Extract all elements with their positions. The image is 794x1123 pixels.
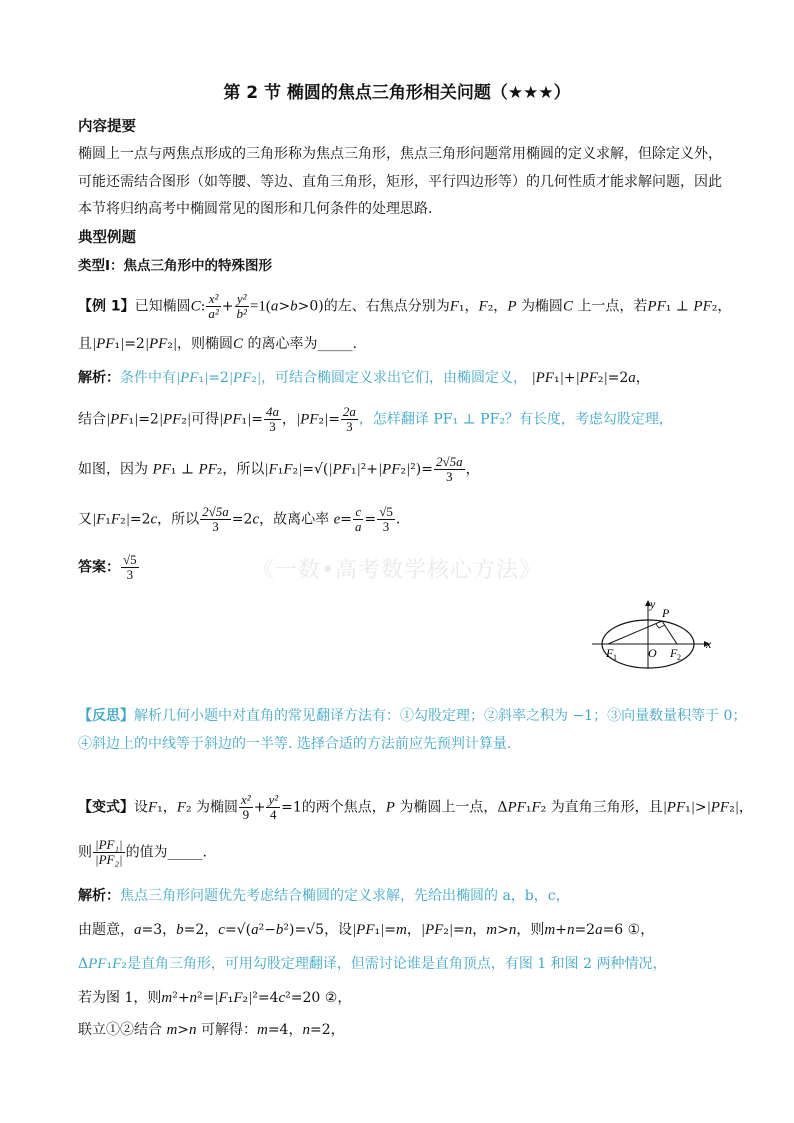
- figure-label-f1-sub: 1: [613, 653, 617, 662]
- intro-line-3: 本节将归纳高考中椭圆常见的图形和几何条件的处理思路.: [78, 201, 433, 217]
- type-heading: 类型Ⅰ：焦点三角形中的特殊图形: [78, 258, 273, 274]
- ellipse-figure: [586, 596, 716, 672]
- reflection-line-1: 【反思】解析几何小题中对直角的常见翻译方法有：①勾股定理；②斜率之积为 −1；③向量数量积等于 0；: [78, 708, 747, 724]
- figure-label-f2: F: [670, 646, 678, 660]
- section-heading-examples: 典型例题: [78, 230, 136, 246]
- figure-label-y: y: [650, 597, 656, 611]
- intro-line-2: 可能还需结合图形（如等腰、等边、直角三角形，矩形，平行四边形等）的几何性质才能求解问题，因此: [78, 174, 722, 190]
- solution-line-3: 如图，因为 PF₁ ⊥ PF₂，所以|F₁F₂|=√(|PF₁|²+|PF₂|²)= $\frac{2√5a}{3}$ ，: [78, 454, 480, 484]
- solution2-line-2: 由题意，a=3，b=2，c=√(a²−b²)=√5，设|PF₁|=m，|PF₂|=n，m>n，则m+n=2a=6 ①，: [78, 922, 655, 938]
- watermark: 《一数•高考数学核心方法》: [252, 558, 542, 583]
- answer-line: 答案： $\frac{√5}{3}$: [78, 552, 137, 582]
- solution-line-2: 结合|PF₁|=2|PF₂|可得|PF₁|= $\frac{4a}{3}$ ，|PF₂|= $\frac{2a}{3}$ ，怎样翻译 PF₁ ⊥ PF₂？有长度，考虑勾股定理，: [78, 404, 673, 434]
- example1-line-1: 【例 1】已知椭圆C: $\frac{\text{x²}}{\text{a²}}$ + $\frac{\text{y²}}{\text{b²}}$ =1(a>b>0)的左、右焦点分别为F₁，F₂，P 为椭圆C 上一点，若PF₁ ⊥ PF₂，: [78, 291, 732, 321]
- solution2-line-4: 若为图 1，则m²+n²=|F₁F₂|²=4c²=20 ②，: [78, 990, 352, 1006]
- example1-line-2: 且|PF₁|=2|PF₂|，则椭圆C 的离心率为_____.: [78, 336, 357, 352]
- reflection-line-2: ④斜边上的中线等于斜边的一半等. 选择合适的方法前应先预判计算量.: [78, 736, 512, 752]
- figure-label-p: P: [662, 606, 670, 620]
- figure-label-x: x: [706, 637, 712, 651]
- solution2-line-1: 解析：焦点三角形问题优先考虑结合椭圆的定义求解，先给出椭圆的 a，b，c，: [78, 888, 570, 904]
- solution-line-1: 解析：条件中有|PF₁|=2|PF₂|，可结合椭圆定义求出它们，由椭圆定义， |PF₁|+|PF₂|=2a，: [78, 370, 650, 386]
- intro-line-1: 椭圆上一点与两焦点形成的三角形称为焦点三角形，焦点三角形问题常用椭圆的定义求解，但除定义外，: [78, 146, 722, 162]
- solution-line-4: 又|F₁F₂|=2c，所以 $\frac{2√5a}{3}$ =2c，故离心率 e= $\frac{c}{a}$ = $\frac{√5}{3}$ .: [78, 504, 401, 534]
- figure-label-o: O: [648, 646, 657, 660]
- solution2-line-5: 联立①②结合 m>n 可解得：m=4，n=2，: [78, 1022, 345, 1038]
- section-heading-summary: 内容提要: [78, 119, 136, 135]
- variant-line-2: 则 $\frac{\text{|PF₁|}}{\text{|PF₂|}}$ 的值为_____.: [78, 837, 208, 867]
- figure-label-f2-sub: 2: [677, 653, 681, 662]
- variant-line-1: 【变式】设F₁，F₂ 为椭圆 $\frac{\text{x²}}{9}$ + $\frac{\text{y²}}{4}$ =1的两个焦点，P 为椭圆上一点，ΔPF₁F₂ 为直角三角形，且|PF₁|>|PF₂|，: [78, 792, 753, 822]
- page-title: 第 2 节 椭圆的焦点三角形相关问题（★★★）: [223, 83, 571, 103]
- solution2-line-3: ΔPF₁F₂是直角三角形，可用勾股定理翻译，但需讨论谁是直角顶点，有图 1 和图 2 两种情况，: [78, 956, 667, 972]
- figure-label-f1: F: [606, 646, 614, 660]
